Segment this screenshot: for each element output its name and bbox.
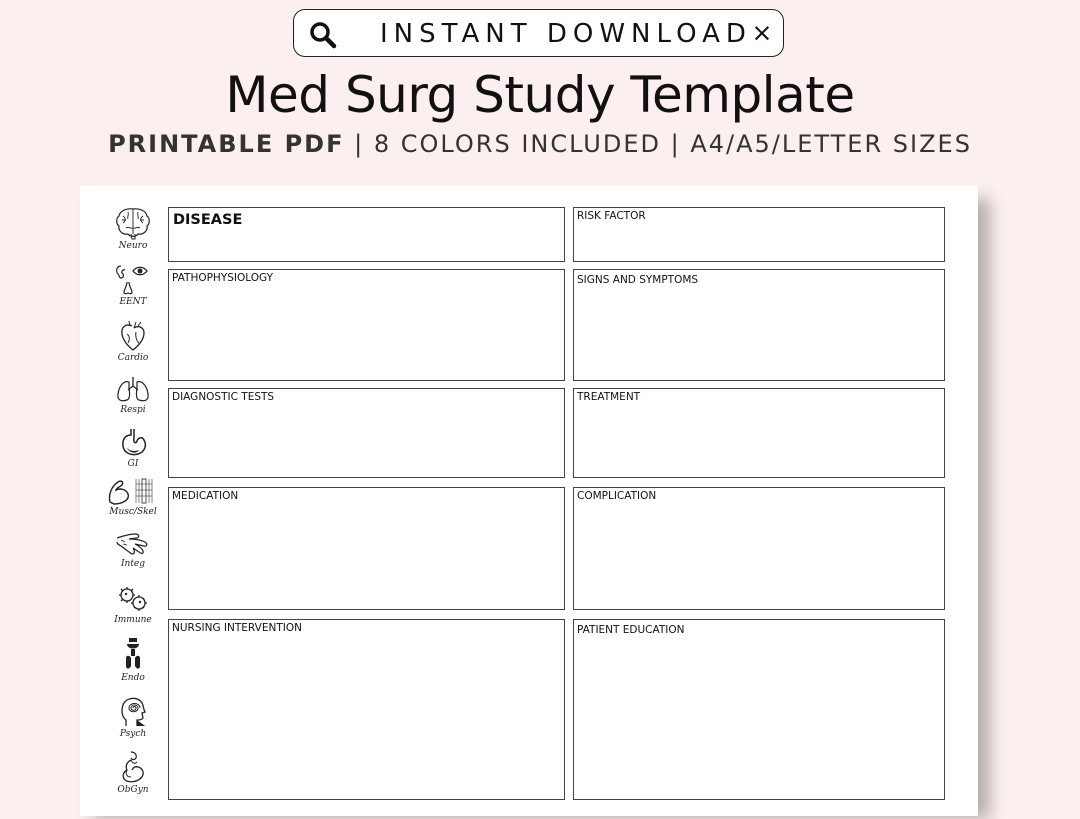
sidebar-item-integ — [106, 528, 160, 569]
sidebar-item-gi — [106, 428, 160, 469]
sidebar-label: Endo — [121, 673, 145, 683]
disease-label: DISEASE — [173, 212, 243, 228]
sidebar-label: GI — [127, 459, 139, 469]
pregnant-figure-icon — [117, 750, 149, 784]
sidebar-label: ObGyn — [117, 785, 149, 795]
sidebar-item-psych — [106, 694, 160, 739]
page-subtitle — [0, 130, 1080, 158]
diagnostic-tests-field[interactable] — [168, 388, 565, 478]
signs-symptoms-label: SIGNS AND SYMPTOMS — [577, 274, 699, 286]
virus-icon — [115, 584, 151, 614]
subtitle-format: PRINTABLE PDF — [108, 130, 345, 158]
complication-field[interactable] — [573, 487, 945, 610]
risk-factor-label: RISK FACTOR — [577, 210, 646, 222]
sidebar-label: Integ — [120, 559, 146, 569]
page-title: Med Surg Study Template — [225, 66, 855, 124]
sidebar-item-eent — [106, 264, 160, 307]
disease-field[interactable] — [168, 207, 565, 262]
sidebar-label: Psych — [119, 729, 147, 739]
gland-icon — [118, 636, 148, 672]
medication-field[interactable] — [168, 487, 565, 610]
template-sheet — [80, 186, 978, 816]
sidebar-item-endo — [106, 636, 160, 683]
treatment-field[interactable] — [573, 388, 945, 478]
sidebar-item-neuro — [106, 206, 160, 251]
sidebar-item-musc-skel — [102, 476, 164, 517]
head-spiral-icon — [118, 694, 148, 728]
nursing-intervention-label: NURSING INTERVENTION — [172, 622, 302, 634]
sidebar-label: Respi — [120, 405, 146, 415]
subtitle-details: | 8 COLORS INCLUDED | A4/A5/LETTER SIZES — [344, 130, 972, 158]
muscle-bone-icon — [106, 476, 160, 506]
hand-skin-icon — [115, 528, 151, 558]
diagnostic-tests-label: DIAGNOSTIC TESTS — [172, 391, 275, 403]
patient-education-field[interactable] — [573, 619, 945, 800]
sidebar-label: Cardio — [117, 353, 149, 363]
instant-download-text: INSTANT DOWNLOAD — [380, 19, 752, 49]
nursing-intervention-field[interactable] — [168, 619, 565, 800]
sidebar-item-cardio — [106, 320, 160, 363]
patient-education-label: PATIENT EDUCATION — [577, 624, 685, 636]
brain-icon — [114, 206, 152, 240]
sidebar-item-respi — [106, 376, 160, 415]
signs-symptoms-field[interactable] — [573, 269, 945, 381]
sidebar-label: Musc/Skel — [109, 507, 157, 517]
pathophysiology-field[interactable] — [168, 269, 565, 381]
close-icon[interactable]: × — [751, 18, 773, 47]
stomach-icon — [117, 428, 149, 458]
pathophysiology-label: PATHOPHYSIOLOGY — [172, 272, 274, 284]
sidebar-label: Neuro — [118, 241, 148, 251]
medication-label: MEDICATION — [172, 490, 239, 502]
heart-icon — [116, 320, 150, 352]
sidebar-label: EENT — [119, 297, 147, 307]
treatment-label: TREATMENT — [577, 391, 641, 403]
lungs-icon — [114, 376, 152, 404]
complication-label: COMPLICATION — [577, 490, 657, 502]
eye-ear-nose-icon — [113, 264, 153, 296]
risk-factor-field[interactable] — [573, 207, 945, 262]
instant-download-bar[interactable] — [293, 9, 784, 57]
sidebar-item-obgyn — [106, 750, 160, 795]
search-icon — [308, 20, 338, 50]
sidebar-item-immune — [106, 584, 160, 625]
sidebar-label: Immune — [114, 615, 152, 625]
